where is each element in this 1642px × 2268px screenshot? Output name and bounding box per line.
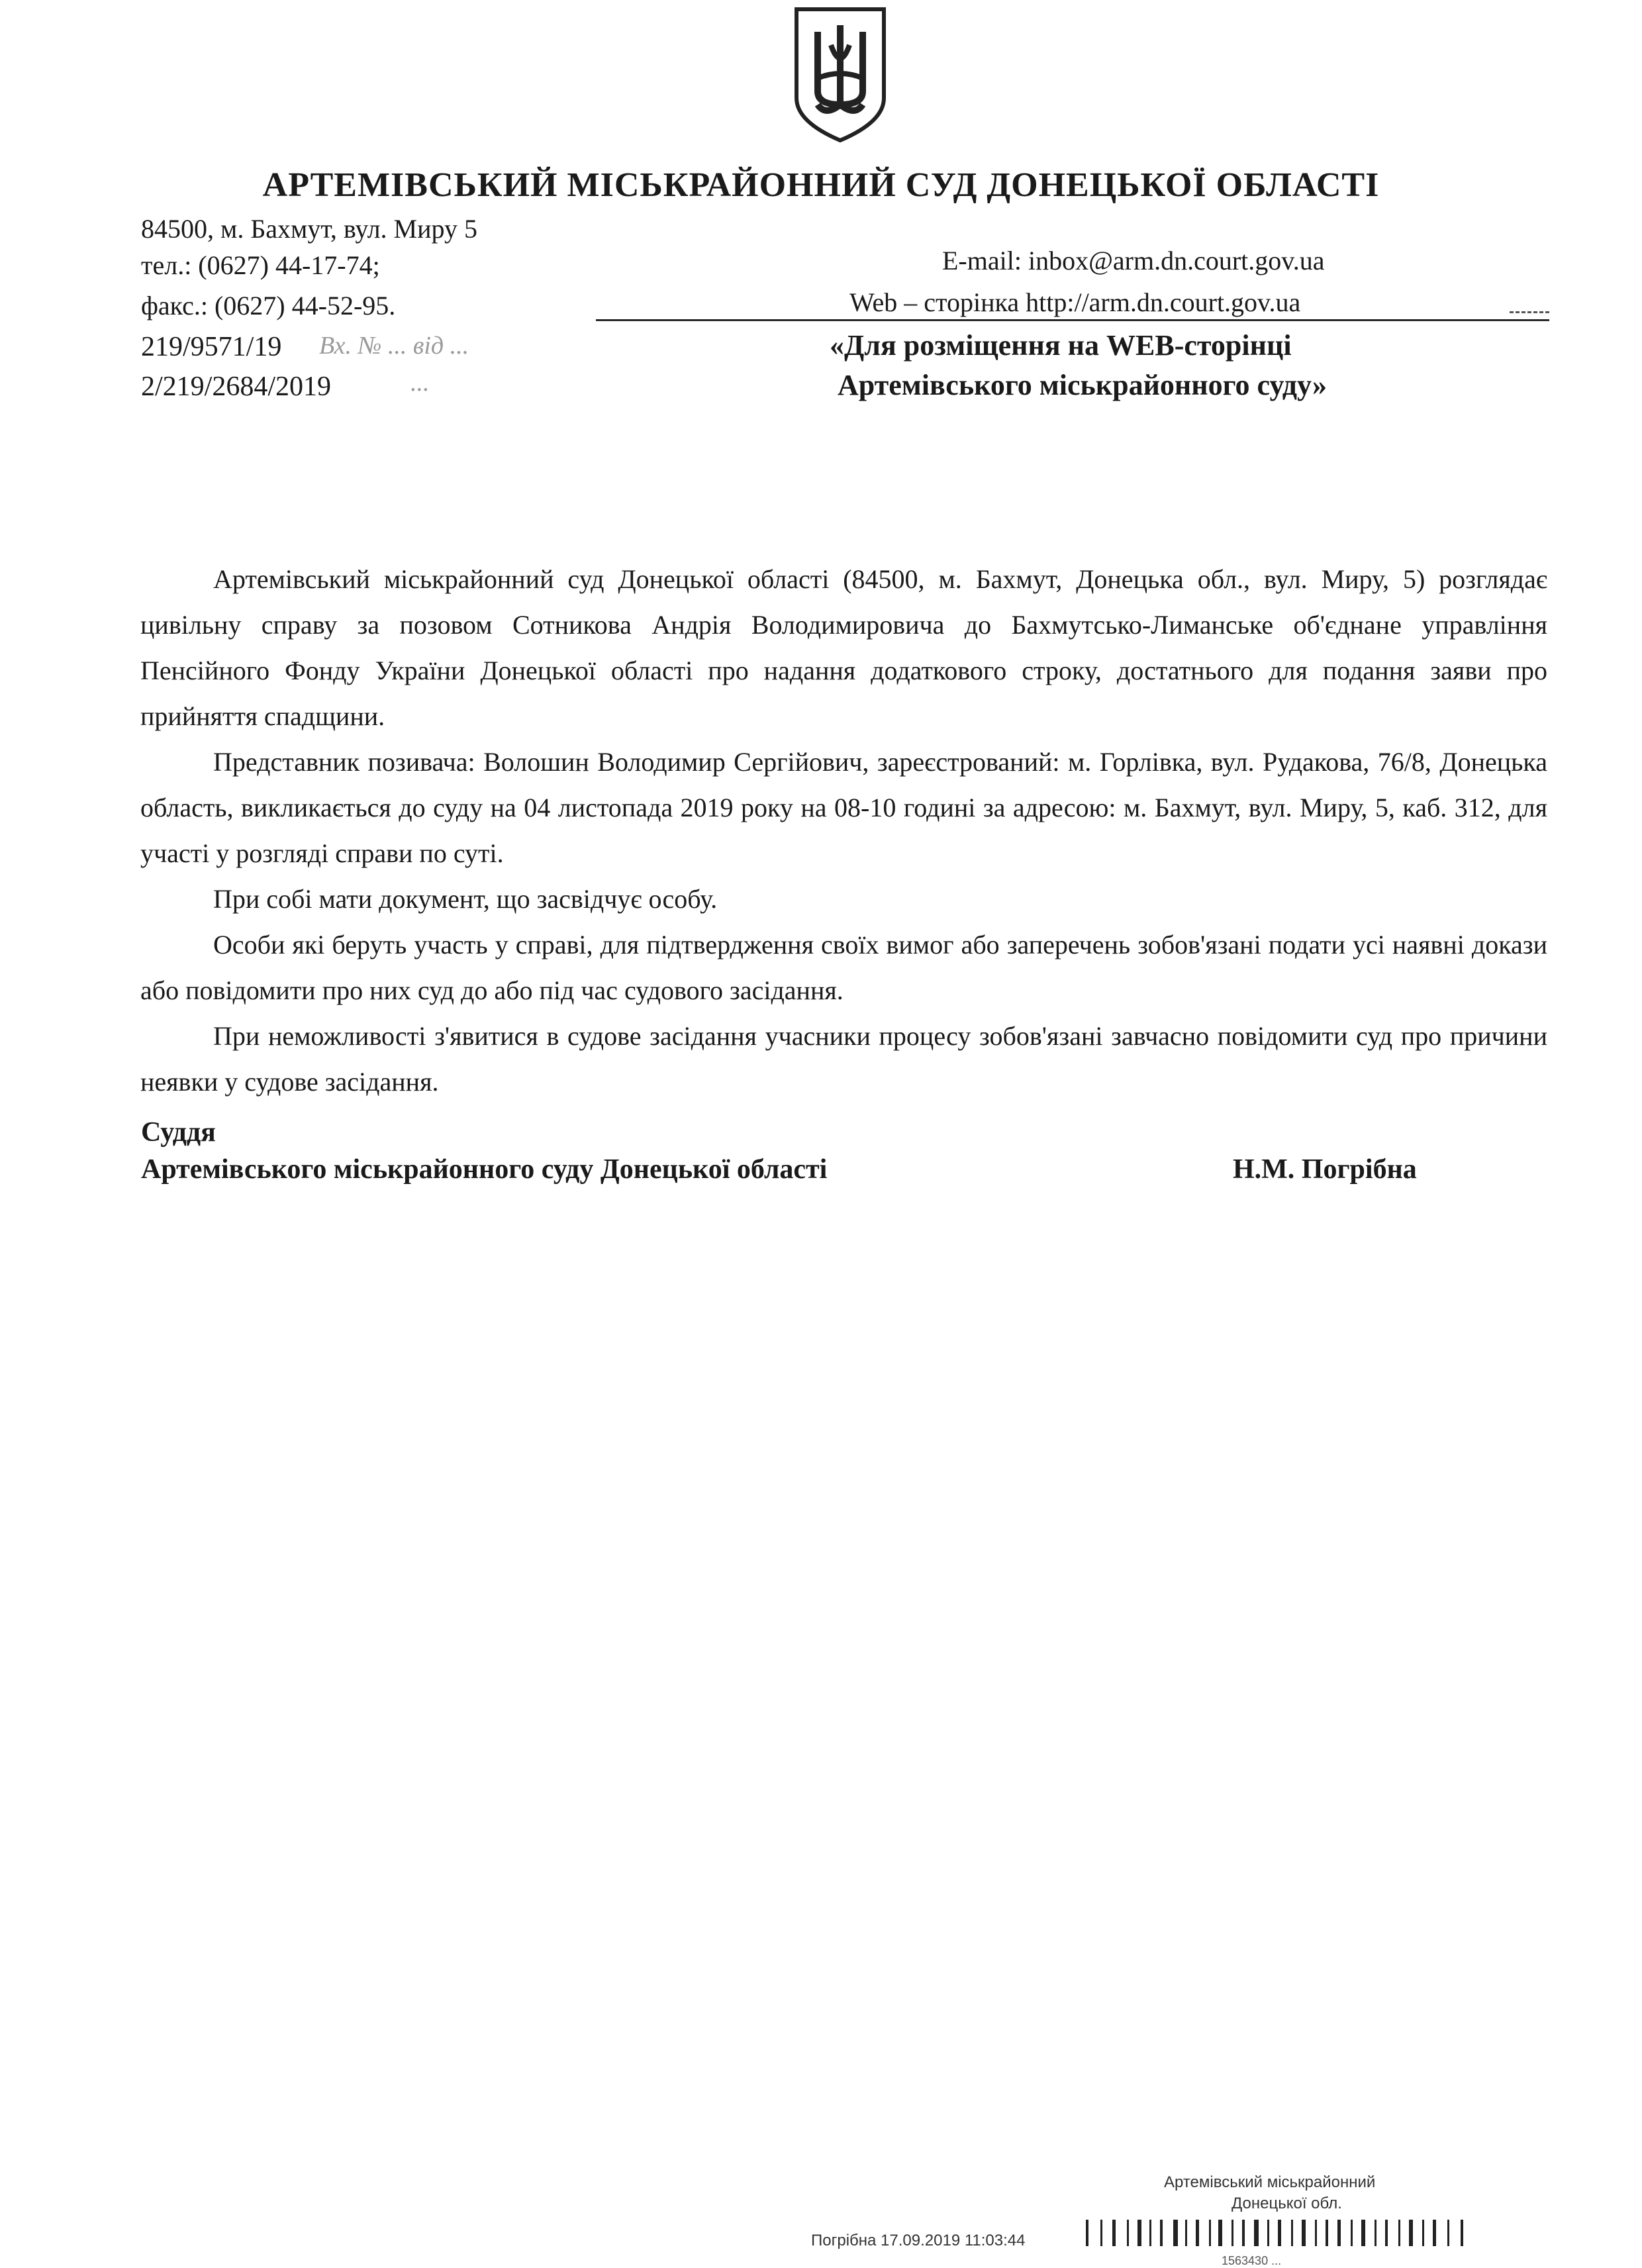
court-email: E-mail: inbox@arm.dn.court.gov.ua [942,246,1325,275]
body-paragraph: При собі мати документ, що засвідчує особу. [213,884,718,914]
body-paragraph: Представник позивача: Волошин Володимир Сергійович, зареєстрований: м. Горлівка, вул. Рудакова, 76/8, Донецька область, викликається до суду на 04 листопада 2019 року на 08-10 годині за адресою: м. Бахмут, вул. Миру, 5, каб. 312, для участі у розгляді справи по суті. [140,747,1547,868]
summons-body [140,556,1547,1105]
judge-name: Н.М. Погрібна [1233,1154,1417,1185]
barcode-icon [1086,2217,1470,2253]
barcode-number: 1563430 ... [1222,2254,1282,2267]
body-paragraph: Артемівський міськрайонний суд Донецької області (84500, м. Бахмут, Донецька обл., вул. Миру, 5) розглядає цивільну справу за позовом Сотникова Андрія Володимировича до Бахмутсько-Лиманське об'єднане управління Пенсійного Фонду України Донецької області про надання додаткового строку, достатнього для подання заяви про прийняття спадщини. [140,564,1547,731]
header-divider-dash [1510,311,1549,313]
judge-title: Суддя [141,1117,216,1148]
court-fax: факс.: (0627) 44-52-95. [141,291,396,320]
registration-stamp-2: ... [410,369,430,397]
digital-signature-stamp: Погрібна 17.09.2019 11:03:44 [811,2232,1026,2249]
footer-court-stamp-line-1: Артемівський міськрайонний [1164,2173,1376,2191]
registration-stamp: Вх. № ... від ... [319,332,469,360]
body-paragraph: При неможливості з'явитися в судове засідання учасники процесу зобов'язані завчасно повідомити суд про причини неявки у судове засідання. [140,1021,1547,1097]
case-number: 219/9571/19 [141,332,282,362]
web-notice-line-2: Артемівського міськрайонного суду» [838,369,1328,401]
body-paragraph: Особи які беруть участь у справі, для підтвердження своїх вимог або заперечень зобов'язані подати усі наявні докази або повідомити про них суд до або під час судового засідання. [140,930,1547,1005]
court-phone: тел.: (0627) 44-17-74; [141,250,380,280]
court-website: Web – сторінка http://arm.dn.court.gov.ua [849,287,1301,317]
proceeding-number: 2/219/2684/2019 [141,371,332,402]
header-divider [596,319,1549,321]
coat-of-arms-trident-icon [791,5,889,144]
judge-court: Артемівського міськрайонного суду Донецької області [141,1154,828,1185]
court-title: АРТЕМІВСЬКИЙ МІСЬКРАЙОННИЙ СУД ДОНЕЦЬКОЇ ОБЛАСТІ [262,166,1380,204]
web-notice-line-1: «Для розміщення на WEB-сторінці [830,329,1292,362]
footer-court-stamp-line-2: Донецької обл. [1232,2194,1342,2212]
court-address: 84500, м. Бахмут, вул. Миру 5 [141,214,477,244]
